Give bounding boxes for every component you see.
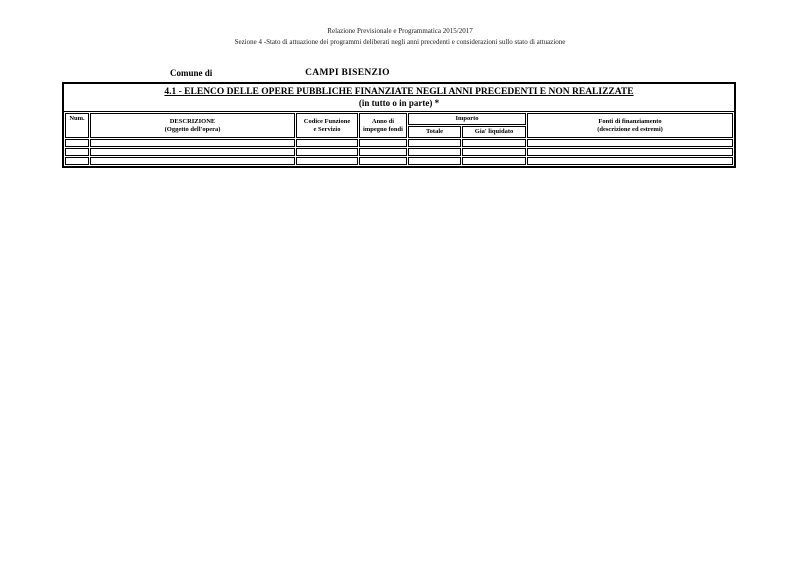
table-title: 4.1 - ELENCO DELLE OPERE PUBBLICHE FINANZIATE NEGLI ANNI PRECEDENTI E NON REALIZZATE <box>164 87 634 97</box>
cell-fonti <box>527 148 733 156</box>
col-header-codice-line1: Codice Funzione <box>303 117 351 125</box>
cell-anno <box>359 139 407 147</box>
cell-codice <box>296 139 358 147</box>
col-header-importo-group: Importo <box>408 113 526 125</box>
col-header-anno <box>359 113 407 138</box>
cell-gia-liquidato <box>462 139 526 147</box>
col-header-fonti-line2: (descrizione ed estremi) <box>597 125 663 133</box>
cell-fonti <box>527 139 733 147</box>
cell-anno <box>359 157 407 165</box>
cell-num <box>65 157 89 165</box>
table-subtitle: (in tutto o in parte) * <box>358 98 440 108</box>
cell-codice <box>296 157 358 165</box>
cell-totale <box>408 139 461 147</box>
comune-row <box>0 68 800 82</box>
table-row <box>65 139 733 147</box>
col-header-codice <box>296 113 358 138</box>
table-row <box>65 148 733 156</box>
table-title-box <box>64 84 734 112</box>
col-header-descrizione-line1: DESCRIZIONE <box>169 117 216 125</box>
cell-totale <box>408 157 461 165</box>
cell-descrizione <box>90 139 295 147</box>
doc-header-line2: Sezione 4 -Stato di attuazione dei programmi deliberati negli anni precedenti e considerazioni sullo stato di attuazione <box>234 38 566 46</box>
opere-pubbliche-table <box>62 82 736 168</box>
cell-num <box>65 148 89 156</box>
cell-gia-liquidato <box>462 157 526 165</box>
cell-gia-liquidato <box>462 148 526 156</box>
cell-totale <box>408 148 461 156</box>
col-header-gia-liquidato: Gia' liquidato <box>462 126 526 138</box>
data-grid <box>64 112 734 166</box>
col-header-totale: Totale <box>408 126 461 138</box>
col-header-descrizione <box>90 113 295 138</box>
col-header-num: Num. <box>65 113 89 138</box>
comune-value: CAMPI BISENZIO <box>305 68 390 78</box>
cell-fonti <box>527 157 733 165</box>
doc-header <box>0 26 800 48</box>
cell-codice <box>296 148 358 156</box>
cell-descrizione <box>90 148 295 156</box>
col-header-fonti-line1: Fonti di finanziamento <box>598 117 662 125</box>
cell-num <box>65 139 89 147</box>
grid-body <box>65 139 733 165</box>
comune-label: Comune di <box>170 68 213 78</box>
col-header-descrizione-line2: (Oggetto dell'opera) <box>164 125 221 133</box>
cell-descrizione <box>90 157 295 165</box>
col-header-anno-line2: impegno fondi <box>363 125 403 133</box>
col-header-codice-line2: e Servizio <box>313 125 341 133</box>
table-row <box>65 157 733 165</box>
cell-anno <box>359 148 407 156</box>
grid-header <box>65 113 733 138</box>
col-header-anno-line1: Anno di <box>371 117 395 125</box>
doc-header-line1: Relazione Previsionale e Programmatica 2015/2017 <box>327 27 473 35</box>
col-header-fonti <box>527 113 733 138</box>
